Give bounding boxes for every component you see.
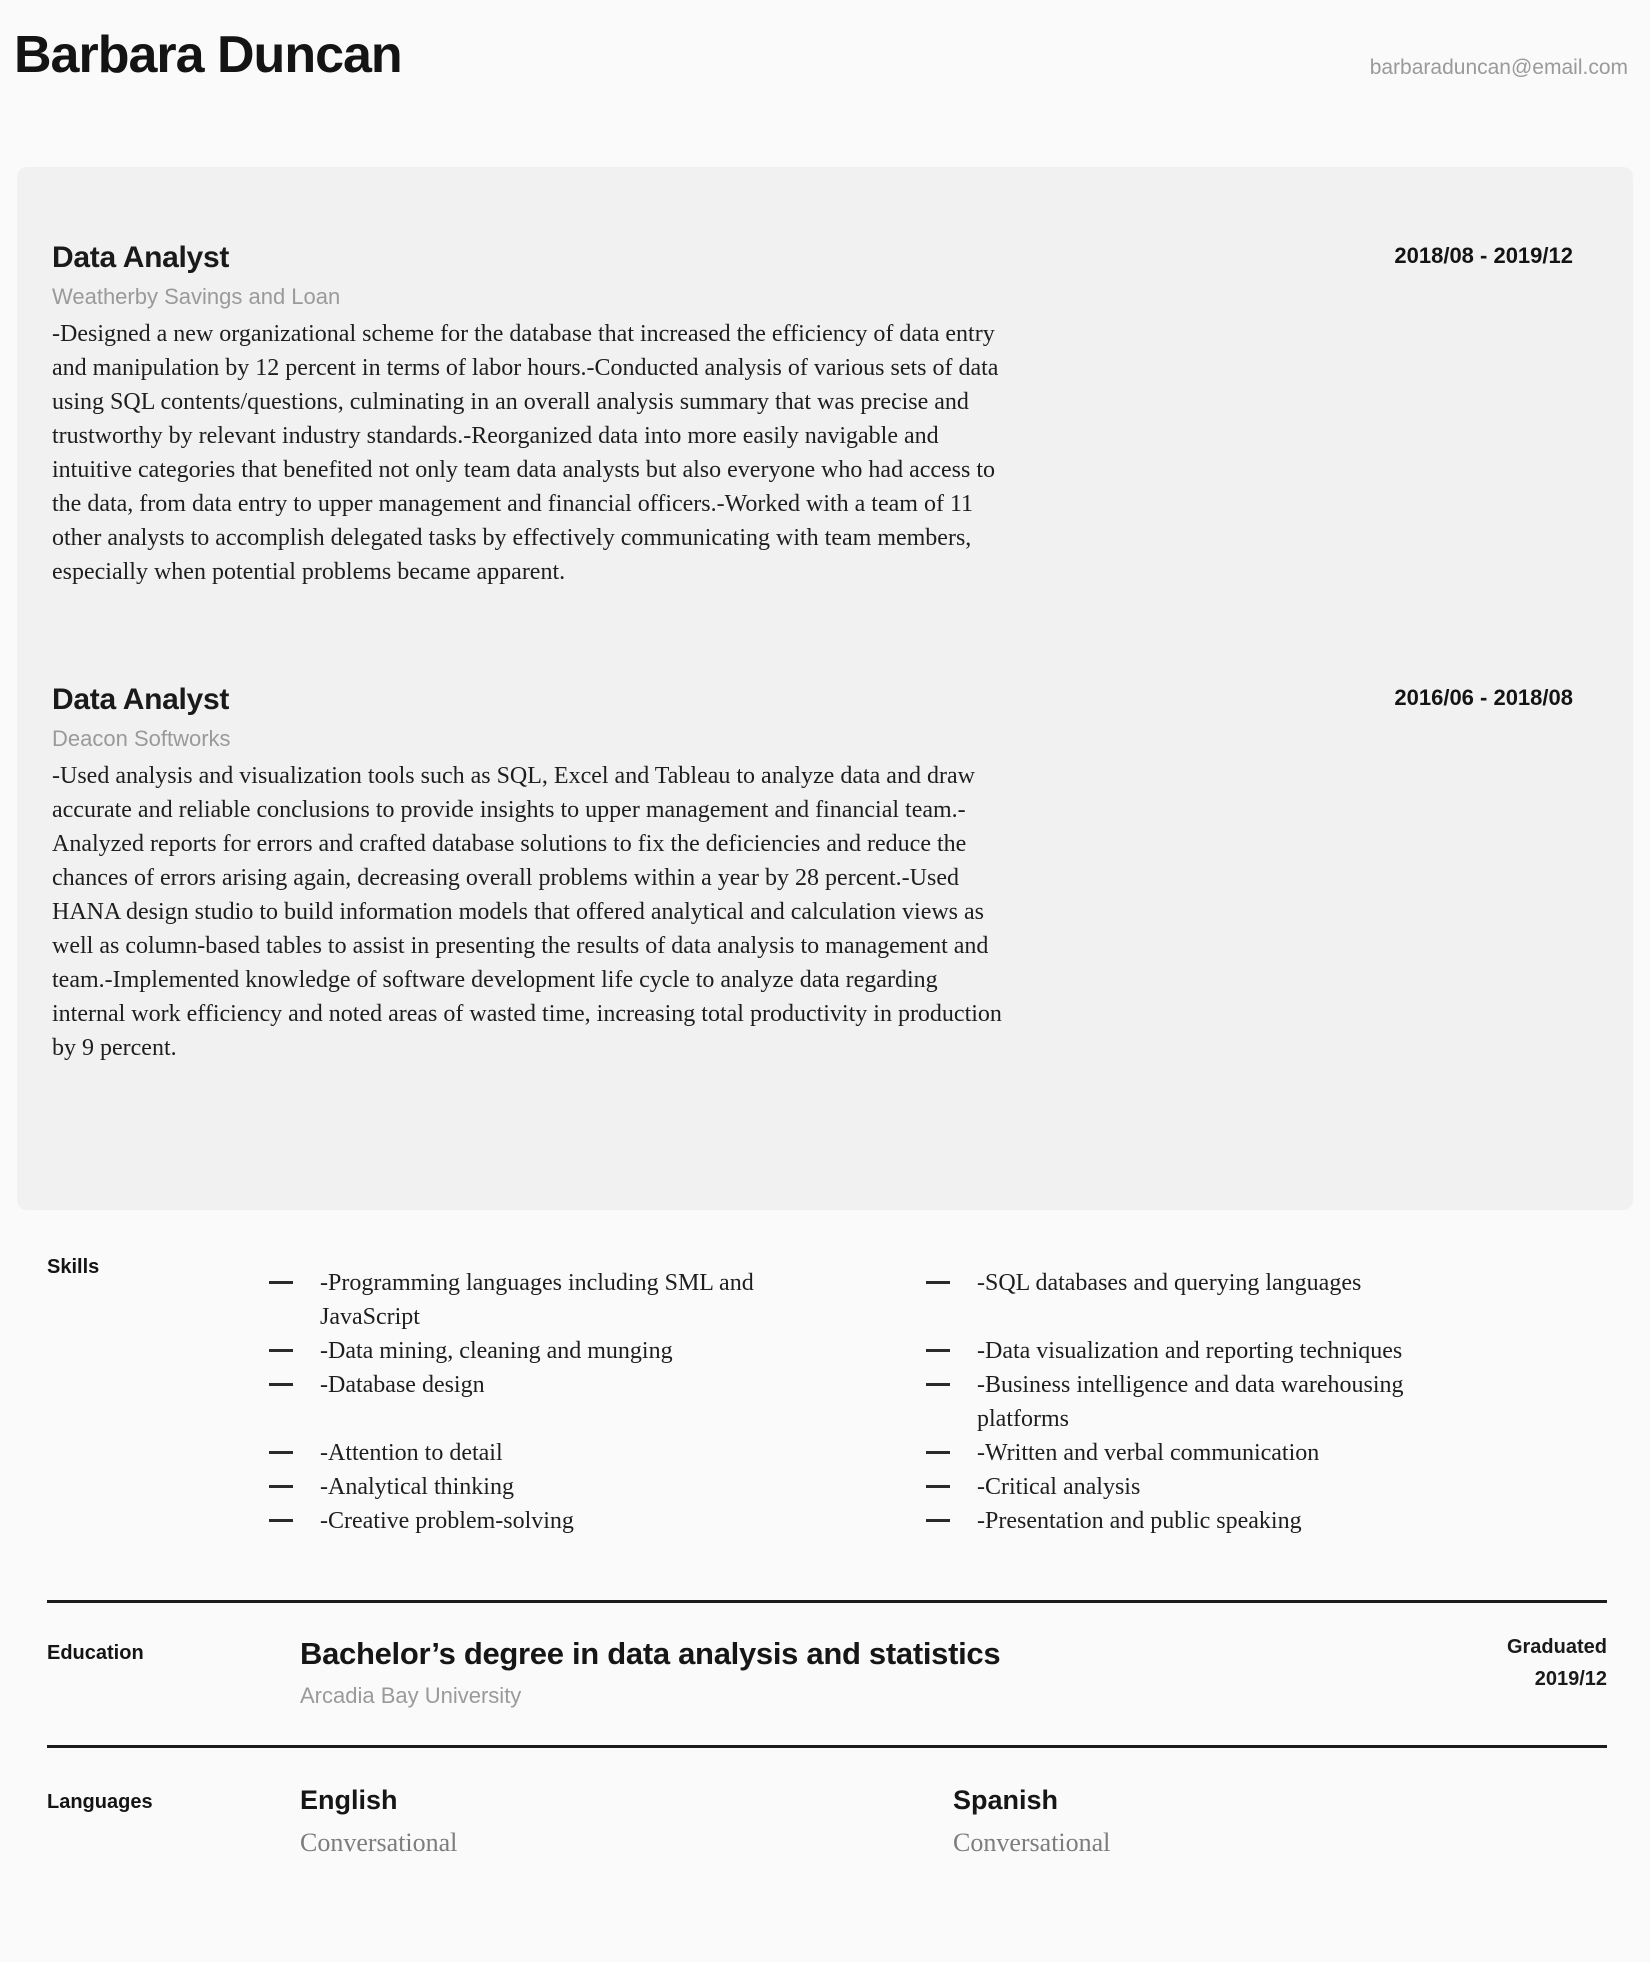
job-title: Data Analyst: [52, 683, 230, 716]
skill-text: -SQL databases and querying languages: [977, 1270, 1362, 1296]
skill-text: -Analytical thinking: [320, 1474, 514, 1500]
language-name: Spanish: [953, 1785, 1059, 1815]
experience-panel: [17, 167, 1633, 1210]
skill-item: [926, 1436, 1549, 1470]
language-level: Conversational: [300, 1828, 458, 1857]
experience-entry: [52, 681, 1573, 1065]
skill-item: [926, 1334, 1549, 1368]
job-description: -Used analysis and visualization tools such as SQL, Excel and Tableau to analyze data and draw accurate and reliable conclusions to provide insights to upper management and financial team.-Analyzed reports for errors and crafted database solutions to fix the deficiencies and reduce the chances of errors arising again, decreasing overall problems within a year by 28 percent.-Used HANA design studio to build information models that offered analytical and calculation views as well as column-based tables to assist in presenting the results of data analysis to management and team.-Implemented knowledge of software development life cycle to analyze data regarding internal work efficiency and noted areas of wasted time, increasing total productivity in production by 9 percent.: [52, 762, 1002, 1061]
language-level: Conversational: [953, 1828, 1111, 1857]
dash-bullet-icon: [269, 1485, 293, 1488]
skill-item: [926, 1504, 1549, 1538]
dash-bullet-icon: [926, 1349, 950, 1352]
skill-text: -Business intelligence and data warehousing platforms: [977, 1372, 1404, 1432]
job-title: Data Analyst: [52, 241, 230, 274]
skill-text: -Written and verbal communication: [977, 1440, 1320, 1466]
graduated-date: 2019/12: [1534, 1668, 1607, 1690]
job-description: -Designed a new organizational scheme for the database that increased the efficiency of data entry and manipulation by 12 percent in terms of labor hours.-Conducted analysis of various sets of data using SQL contents/questions, culminating in an overall analysis summary that was precise and trustworthy by relevant industry standards.-Reorganized data into more easily navigable and intuitive categories that benefited not only team data analysts but also everyone who had access to the data, from data entry to upper management and financial officers.-Worked with a team of 11 other analysts to accomplish delegated tasks by effectively communicating with team members, especially when potential problems became apparent.: [52, 320, 999, 585]
dash-bullet-icon: [926, 1451, 950, 1454]
skill-item: [269, 1368, 926, 1436]
dash-bullet-icon: [269, 1451, 293, 1454]
email-address[interactable]: barbaraduncan@email.com: [1369, 56, 1628, 79]
dash-bullet-icon: [269, 1349, 293, 1352]
dash-bullet-icon: [926, 1383, 950, 1386]
job-company: Weatherby Savings and Loan: [52, 283, 341, 309]
dash-bullet-icon: [269, 1281, 293, 1284]
skill-text: -Data visualization and reporting techniques: [977, 1338, 1403, 1364]
language-item: [300, 1785, 953, 1858]
languages-section-label: Languages: [47, 1791, 153, 1813]
skill-text: -Database design: [320, 1372, 485, 1398]
dash-bullet-icon: [926, 1485, 950, 1488]
dash-bullet-icon: [269, 1519, 293, 1522]
skill-text: -Creative problem-solving: [320, 1508, 574, 1534]
skill-item: [926, 1470, 1549, 1504]
graduated-label: Graduated: [1506, 1636, 1607, 1658]
language-name: English: [300, 1785, 398, 1815]
dash-bullet-icon: [926, 1281, 950, 1284]
skills-section: [0, 1252, 1650, 1538]
dash-bullet-icon: [269, 1383, 293, 1386]
skill-item: [269, 1470, 926, 1504]
skill-item: [926, 1266, 1549, 1334]
skill-item: [269, 1266, 926, 1334]
languages-section: [47, 1745, 1607, 1858]
skill-text: -Attention to detail: [320, 1440, 503, 1466]
skill-item: [269, 1436, 926, 1470]
experience-entry: [52, 239, 1573, 589]
skill-text: -Programming languages including SML and JavaScript: [320, 1270, 754, 1330]
skill-item: [269, 1504, 926, 1538]
dash-bullet-icon: [926, 1519, 950, 1522]
skill-item: [269, 1334, 926, 1368]
experience-entry-header: [52, 239, 1573, 277]
candidate-name: Barbara Duncan: [14, 26, 402, 84]
skills-grid: [269, 1252, 1650, 1538]
education-section: [47, 1600, 1607, 1740]
job-dates: 2016/06 - 2018/08: [1394, 685, 1573, 710]
skill-text: -Critical analysis: [977, 1474, 1141, 1500]
skills-section-label: Skills: [47, 1256, 100, 1278]
degree-title: Bachelor’s degree in data analysis and statistics: [300, 1636, 1001, 1671]
skill-text: -Data mining, cleaning and munging: [320, 1338, 673, 1364]
skill-item: [926, 1368, 1549, 1436]
skill-text: -Presentation and public speaking: [977, 1508, 1302, 1534]
school-name: Arcadia Bay University: [300, 1683, 522, 1708]
education-section-label: Education: [47, 1642, 144, 1664]
job-company: Deacon Softworks: [52, 725, 231, 751]
language-item: [953, 1785, 1606, 1858]
job-dates: 2018/08 - 2019/12: [1394, 243, 1573, 268]
experience-entry-header: [52, 681, 1573, 719]
